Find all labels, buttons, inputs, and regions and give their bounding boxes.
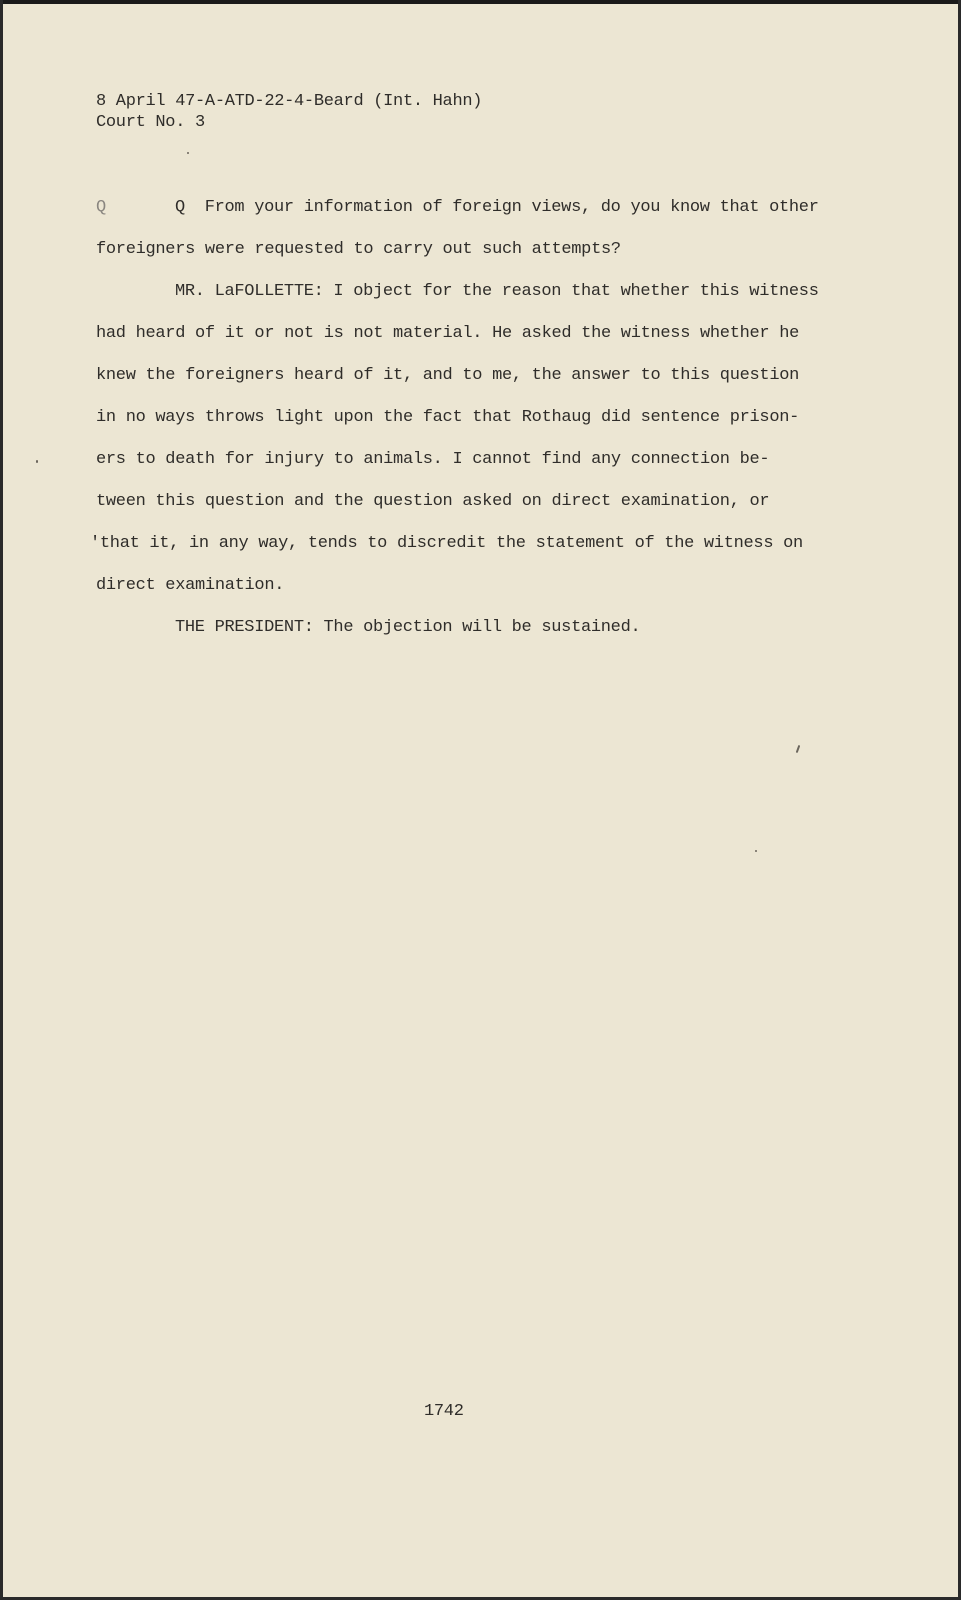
objection-line: ers to death for injury to animals. I cannot find any connection be- <box>96 450 770 469</box>
scan-speck <box>796 745 801 753</box>
objection-line: knew the foreigners heard of it, and to me, the answer to this question <box>96 366 800 385</box>
header-court-line: Court No. 3 <box>96 113 205 132</box>
president-ruling: THE PRESIDENT: The objection will be sustained. <box>175 618 641 637</box>
objection-line: tween this question and the question asked on direct examination, or <box>96 492 770 511</box>
question-line-2: foreigners were requested to carry out such attempts? <box>96 240 621 259</box>
question-line-1: Q From your information of foreign views, do you know that other <box>175 198 819 217</box>
objection-line: 'that it, in any way, tends to discredit the statement of the witness on <box>90 534 803 553</box>
scan-speck <box>187 152 189 154</box>
question-marker: Q <box>96 198 106 217</box>
scan-border-left <box>0 0 3 1600</box>
objection-line: direct examination. <box>96 576 285 595</box>
scan-speck <box>755 850 757 852</box>
page-number: 1742 <box>424 1402 464 1421</box>
objection-line: in no ways throws light upon the fact that Rothaug did sentence prison- <box>96 408 800 427</box>
objection-line: had heard of it or not is not material. He asked the witness whether he <box>96 324 800 343</box>
scan-border-top <box>0 0 961 4</box>
scan-speck <box>36 460 38 463</box>
header-session-line: 8 April 47-A-ATD-22-4-Beard (Int. Hahn) <box>96 92 483 111</box>
objection-line: MR. LaFOLLETTE: I object for the reason that whether this witness <box>175 282 819 301</box>
